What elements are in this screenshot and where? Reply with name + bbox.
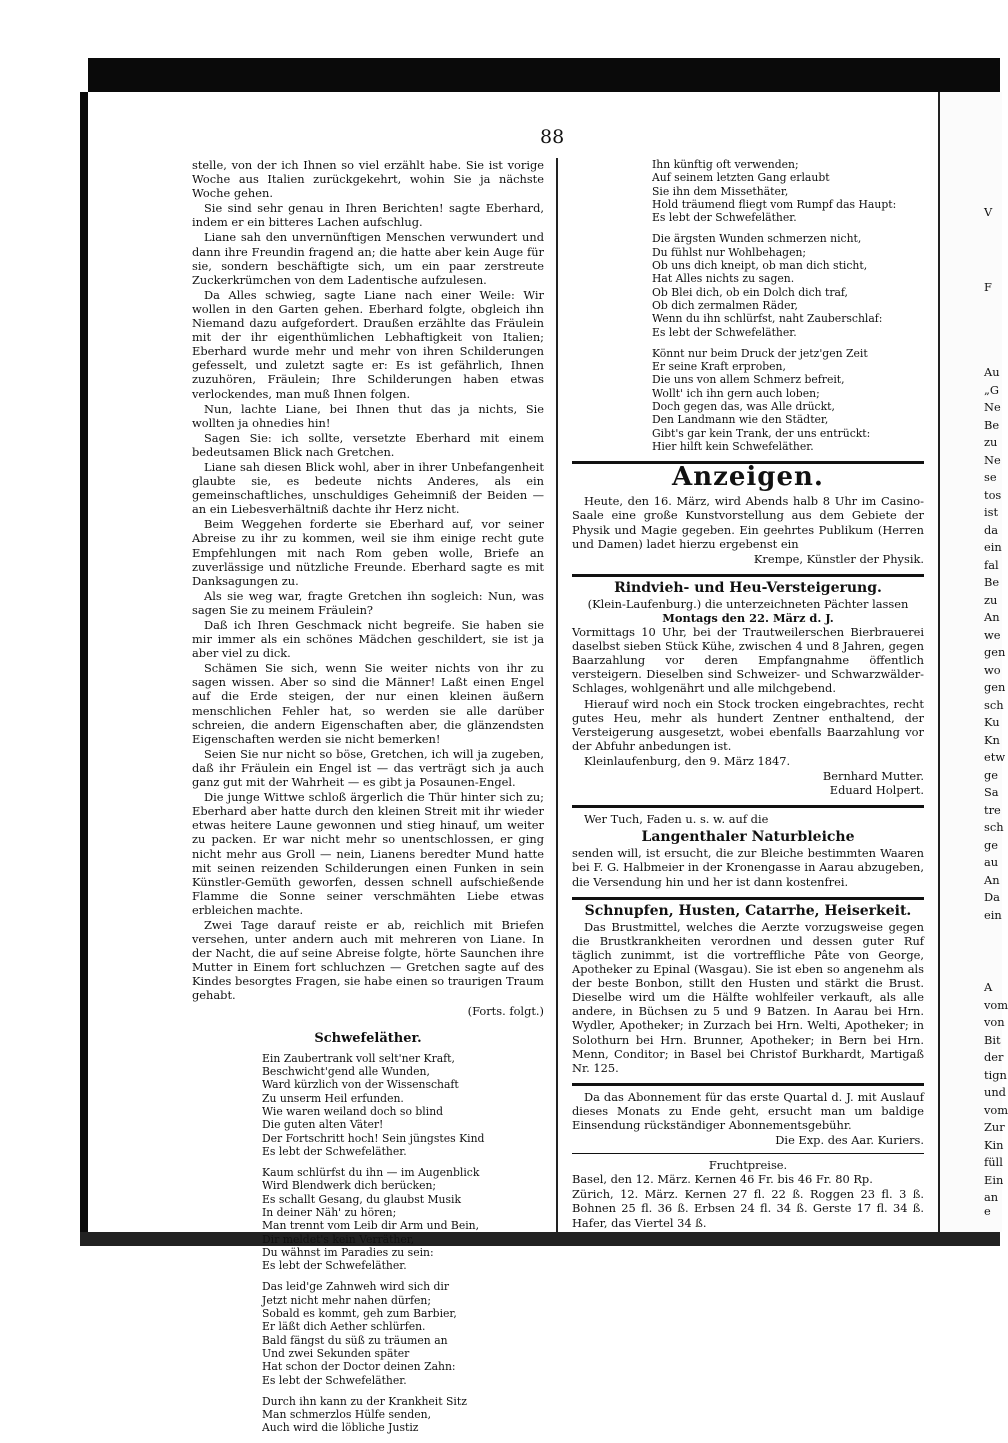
poem-line: Es schallt Gesang, du glaubst Musik <box>262 1192 462 1206</box>
poem-line: Das leid'ge Zahnweh wird sich dir <box>262 1280 449 1294</box>
poem-line: Wie waren weiland doch so blind <box>262 1104 444 1118</box>
poem-line: Ward kürzlich von der Wissenschaft <box>262 1078 459 1092</box>
poem-line: Ob uns dich kneipt, ob man dich sticht, <box>652 259 868 273</box>
story-paragraph: Sagen Sie: ich sollte, versetzte Eberhard mit einem bedeutsamen Blick nach Gretchen. <box>192 430 544 459</box>
poem-continuation <box>572 158 924 453</box>
story-paragraph: Liane sah den unvernünftigen Menschen verwundert und dann ihre Freundin fragend an; die hatte aber kein Auge für sie, sondern beschäftigte sich, um ein paar zerstreute Zuckerkrümchen von dem Ladentische aufzulesen. <box>192 230 544 287</box>
poem-line: Der Fortschritt hoch! Sein jüngstes Kind <box>262 1131 485 1145</box>
edge-fragment: ein <box>984 907 1002 922</box>
story-paragraph: Die junge Wittwe schloß ärgerlich die Thür hinter sich zu; Eberhard aber hatte durch den kleinen Streit mit ihr wieder etwas heitere Laune gewonnen und stieg hinauf, um weiter zu packen. Er war nicht mehr so unentschlossen, er ging nicht mehr aus Groll — nein, Lianens beredter Mund hatte mit seinen reizenden Schilderungen einen Funken in sein Künstler-Gemüth geworfen, dessen schnell aufschießende Flamme die Sonne seiner verschmähten Liebe etwas erbleichen machte. <box>192 790 544 917</box>
edge-fragment: Da <box>984 890 1000 904</box>
poem-line: Es lebt der Schwefeläther. <box>262 1144 407 1158</box>
poem-line: Hat schon der Doctor deinen Zahn: <box>262 1360 456 1374</box>
edge-fragment: Kn <box>984 732 1000 747</box>
poem-line: In deiner Näh' zu hören; <box>262 1205 397 1219</box>
poem-line: Man trennt vom Leib dir Arm und Bein, <box>262 1219 480 1233</box>
edge-fragment: fal <box>984 557 999 572</box>
left-column <box>192 158 544 1443</box>
edge-fragment: sch <box>984 820 1004 834</box>
edge-fragment: Ne <box>984 452 1001 467</box>
right-column <box>572 158 924 1231</box>
poem-line: Es lebt der Schwefeläther. <box>652 211 797 225</box>
edge-fragment: Sa <box>984 785 999 799</box>
poem-line: Sobald es kommt, geh zum Barbier, <box>262 1307 457 1321</box>
poem-line: Hat Alles nichts zu sagen. <box>652 272 795 286</box>
column-divider <box>556 158 558 1238</box>
scan-dark-edge <box>88 58 1000 92</box>
poem-stanza <box>262 1280 544 1386</box>
poem-line: Du wähnst im Paradies zu sein: <box>262 1245 434 1259</box>
story-paragraph: Beim Weggehen forderte sie Eberhard auf, vor seiner Abreise zu ihr zu kommen, weil sie ihm einige recht gute Empfehlungen mit nach Rom geben wolle, Briefe an zuverlässige und nützliche Freunde. Eberhard sagte es mit Danksagungen zu. <box>192 517 544 588</box>
poem-line: Auf seinem letzten Gang erlaubt <box>652 171 830 185</box>
poem-line: Die uns von allem Schmerz befreit, <box>652 373 845 387</box>
poem-stanza <box>652 158 924 224</box>
edge-fragment: F <box>984 280 992 294</box>
ad-rule <box>572 897 924 900</box>
poem-line: Hier hilft kein Schwefeläther. <box>652 439 814 453</box>
ad-performance: Heute, den 16. März, wird Abends halb 8 Uhr im Casino-Saale eine große Kunstvorstellung aus dem Gebiete der Physik und Magie gegeben. Ein geehrtes Publikum (Herren und Damen) ladet hierzu ergebenst ein <box>572 494 924 551</box>
edge-fragment: sch <box>984 697 1004 712</box>
ad-auction-text: Vormittags 10 Uhr, bei der Trautweilerschen Bierbrauerei daselbst sieben Stück Kühe, zwischen 4 und 8 Jahren, gegen Baarzahlung vor deren Empfangnahme öffentlich versteigern. Dieselben sind Schweizer- und Schwarzwälder-Schlages, wohlgenährt und alle milchgebend. <box>572 625 924 696</box>
edge-fragment: tre <box>984 802 1001 817</box>
story-paragraph: Da Alles schwieg, sagte Liane nach einer Weile: Wir wollen in den Garten gehen. Eberhard folgte, obgleich ihn Niemand dazu aufgefordert. Draußen erzählte das Fräulein mit der ihr eigenthümlichen Lebhaftigkeit von Italien; Eberhard wurde mehr und mehr von ihren Schilderungen gefesselt, und zuletzt sagte er: Es ist gefährlich, Ihnen zuzuhören, Fräulein; Ihre Schilderungen haben etwas verlockendes, man muß Ihnen folgen. <box>192 287 544 401</box>
edge-fragment: etw <box>984 750 1006 764</box>
story-paragraph: Nun, lachte Liane, bei Ihnen thut das ja nichts, Sie wollten ja ohnedies hin! <box>192 401 544 430</box>
poem-line: Du fühlst nur Wohlbehagen; <box>652 245 807 259</box>
poem-line: Wollt' ich ihn gern auch loben; <box>652 386 820 400</box>
poem-line: Es lebt der Schwefeläther. <box>262 1373 407 1387</box>
price-line: Zürich, 12. März. Kernen 27 fl. 22 ß. Roggen 23 fl. 3 ß. Bohnen 25 fl. 36 ß. Erbsen 24 fl. 34 ß. Gerste 17 fl. 34 ß. Hafer, das Viertel 34 ß. <box>572 1187 924 1230</box>
edge-fragment: Au <box>984 365 1000 379</box>
ad-performance-signature: Krempe, Künstler der Physik. <box>753 551 924 566</box>
poem-stanza <box>652 232 924 338</box>
edge-fragment: V <box>984 205 993 219</box>
edge-fragment: wo <box>984 662 1001 677</box>
poem-line: Dir meldet's kein Verräther, <box>262 1232 415 1246</box>
poem-line: Kaum schlürfst du ihn — im Augenblick <box>262 1166 480 1180</box>
poem-line: Es lebt der Schwefeläther. <box>652 325 797 339</box>
poem-title: Schwefeläther. <box>314 1030 422 1046</box>
ad-auction-subtitle: (Klein-Laufenburg.) die unterzeichneten Pächter lassen <box>587 596 909 611</box>
edge-fragment: zu <box>984 435 998 449</box>
poem-line: Zu unserm Heil erfunden. <box>262 1091 404 1105</box>
story-text <box>192 158 544 1003</box>
page-number: 88 <box>540 126 565 148</box>
edge-fragment: zu <box>984 592 998 607</box>
ad-auction-date: Montags den 22. März d. J. <box>662 610 834 625</box>
edge-fragment: ist <box>984 505 999 519</box>
ad-auction-signature-1: Bernhard Mutter. <box>822 769 924 784</box>
ad-bleach-title: Langenthaler Naturbleiche <box>641 829 855 846</box>
poem-stanza <box>262 1052 544 1158</box>
ad-cough-title: Schnupfen, Husten, Catarrhe, Heiserkeit. <box>584 902 912 919</box>
edge-fragment: gen <box>984 680 1006 694</box>
edge-fragment: we <box>984 627 1001 642</box>
poem-line: Durch ihn kann zu der Krankheit Sitz <box>262 1394 467 1408</box>
edge-fragment: Ne <box>984 400 1001 414</box>
ad-rule <box>572 574 924 577</box>
story-paragraph: Seien Sie nur nicht so böse, Gretchen, ich will ja zugeben, daß ihr Fräulein ein Engel ist — das verträgt sich ja auch ganz gut mit der Wahrheit — es gibt ja Posaunen-Engel. <box>192 746 544 790</box>
ad-auction-title: Rindvieh- und Heu-Versteigerung. <box>614 579 882 596</box>
edge-fragment: An <box>984 872 1000 887</box>
poem-line: Die ärgsten Wunden schmerzen nicht, <box>652 232 862 246</box>
story-paragraph: Sie sind sehr genau in Ihren Berichten! sagte Eberhard, indem er ein bitteres Lachen aufschlug. <box>192 201 544 230</box>
edge-fragment: der <box>984 1050 1004 1064</box>
edge-fragment: tos <box>984 487 1002 502</box>
story-paragraph: Zwei Tage darauf reiste er ab, reichlich mit Briefen versehen, unter andern auch mit mehreren von Liane. In der Nacht, die auf seine Abreise folgte, hörte Saunchen ihre Mutter in Einem fort schluchzen — Gretchen sagte auf des Kindes besorgtes Fragen, sie habe einen so traurigen Traum gehabt. <box>192 917 544 1003</box>
poem-line: Jetzt nicht mehr nahen dürfen; <box>262 1293 431 1307</box>
edge-fragment: ein <box>984 540 1002 554</box>
poem-line: Ob dich zermalmen Räder, <box>652 298 798 312</box>
edge-fragment: au <box>984 855 999 869</box>
ads-heading: Anzeigen. <box>672 462 824 493</box>
poem-stanza <box>262 1395 544 1435</box>
poem-line: Man schmerzlos Hülfe senden, <box>262 1408 432 1422</box>
ad-subscription-text: Da das Abonnement für das erste Quartal d. J. mit Auslauf dieses Monats zu Ende geht, ersucht man um baldige Einsendung rückständiger Abonnementsgebühr. <box>572 1089 924 1132</box>
prices-title: Fruchtpreise. <box>708 1158 788 1173</box>
ad-bleach-text: senden will, ist ersucht, die zur Bleiche bestimmten Waaren bei F. G. Halbmeier in der Kronengasse in Aarau abzugeben, die Versendung hin und her ist dann kostenfrei. <box>572 846 924 889</box>
edge-fragment: „G <box>984 382 1000 397</box>
ad-rule <box>572 1083 924 1086</box>
edge-fragment: A <box>984 980 993 994</box>
story-paragraph: Schämen Sie sich, wenn Sie weiter nichts von ihr zu sagen wissen. Aber so sind die Männer! Laßt einen Engel auf die Erde steigen, der nur einen kleinen äußern menschlichen Fehler hat, so werden sie alle darüber schreien, die andern Eigenschaften aber, die glänzendsten Eigenschaften werden sie nicht bemerken! <box>192 661 544 746</box>
poem-line: Hold träumend fliegt vom Rumpf das Haupt: <box>652 197 897 211</box>
poem-line: Könnt nur beim Druck der jetz'gen Zeit <box>652 346 868 360</box>
poem-line: Wird Blendwerk dich berücken; <box>262 1179 437 1193</box>
poem-line: Ob Blei dich, ob ein Dolch dich traf, <box>652 285 848 299</box>
poem-line: Ihn künftig oft verwenden; <box>652 158 799 171</box>
edge-fragment: Be <box>984 417 1000 432</box>
edge-fragment: Zur <box>984 1120 1005 1134</box>
ad-auction-signature-2: Eduard Holpert. <box>829 783 924 798</box>
story-paragraph: Daß ich Ihren Geschmack nicht begreife. Sie haben sie mir immer als ein schönes Mädchen geschildert, sie ist ja aber viel zu dick. <box>192 618 544 661</box>
edge-fragment: Bit <box>984 1032 1001 1047</box>
edge-fragment: An <box>984 610 1000 624</box>
ad-subscription-signature: Die Exp. des Aar. Kuriers. <box>775 1133 924 1148</box>
edge-fragment: ge <box>984 767 999 782</box>
continuation-note: (Forts. folgt.) <box>467 1003 544 1018</box>
edge-fragment: da <box>984 522 999 537</box>
poem-line: Und zwei Sekunden später <box>262 1346 410 1360</box>
ad-cough-text: Das Brustmittel, welches die Aerzte vorzugsweise gegen die Brustkrankheiten verordnen und dessen guter Ruf täglich zunimmt, ist die vortreffliche Pâte von George, Apotheker zu Epinal (Wasgau). Sie ist eben so angenehm als der beste Bonbon, stillt den Husten und stärkt die Brust. Dieselbe wird um die Hälfte wohlfeiler verkauft, als alle andere, in Büchsen zu 5 und 9 Batzen. In Aarau bei Hrn. Wydler, Apotheker; in Zurzach bei Hrn. Welti, Apotheker; in Solothurn bei Hrn. Brunner, Apotheker; in Bern bei Hrn. Menn, Conditor; in Basel bei Christof Burkhardt, Martigaß Nr. 125. <box>572 919 924 1075</box>
edge-fragment: von <box>984 1015 1005 1029</box>
edge-fragment: Be <box>984 575 1000 589</box>
ad-bleach-lead: Wer Tuch, Faden u. s. w. auf die <box>584 812 769 827</box>
edge-fragment: an e <box>984 1190 999 1219</box>
ad-auction-place: Kleinlaufenburg, den 9. März 1847. <box>584 753 791 768</box>
ad-auction-text-2: Hierauf wird noch ein Stock trocken eingebrachtes, recht gutes Heu, mehr als hundert Zentner enthaltend, der Versteigerung ausgesetzt, wobei ebenfalls Baarzahlung vor der Abfuhr anbedungen ist. <box>572 696 924 753</box>
edge-fragment: vom <box>984 1102 1008 1117</box>
edge-fragment: füll <box>984 1155 1003 1169</box>
edge-fragment: tign <box>984 1067 1007 1082</box>
edge-fragment: se <box>984 470 997 484</box>
edge-fragment: und <box>984 1085 1006 1099</box>
poem-line: Ein Zaubertrank voll selt'ner Kraft, <box>262 1051 455 1065</box>
story-paragraph: Liane sah diesen Blick wohl, aber in ihrer Unbefangenheit glaubte sie, es bedeute nichts Anderes, als ein gemeinschaftliches, unschuldiges Geheimniß der Beiden — an ein Liebesverhältniß dachte ihr Herz nicht. <box>192 459 544 517</box>
poem-line: Bald fängst du süß zu träumen an <box>262 1333 448 1347</box>
poem-line: Den Landmann wie den Städter, <box>652 413 829 427</box>
poem-line: Gibt's gar kein Trank, der uns entrückt: <box>652 426 871 440</box>
story-paragraph: Als sie weg war, fragte Gretchen ihn sogleich: Nun, was sagen Sie zu meinem Fräulein? <box>192 588 544 617</box>
prices-list <box>572 1172 924 1229</box>
prices-rule <box>572 1153 924 1154</box>
poem <box>192 1052 544 1435</box>
ad-rule <box>572 805 924 808</box>
scan-left-edge <box>80 92 88 1232</box>
poem-line: Auch wird die löbliche Justiz <box>262 1421 419 1435</box>
scan-top-margin <box>0 0 1000 52</box>
poem-stanza <box>262 1166 544 1272</box>
poem-line: Er seine Kraft erproben, <box>652 360 786 374</box>
poem-line: Die guten alten Väter! <box>262 1118 384 1132</box>
edge-fragment: Ku <box>984 715 1000 729</box>
scan-left-margin <box>0 52 88 1322</box>
edge-fragment: vom <box>984 997 1008 1012</box>
edge-fragment: Ein <box>984 1172 1004 1187</box>
price-line: Basel, den 12. März. Kernen 46 Fr. bis 46 Fr. 80 Rp. <box>572 1172 873 1187</box>
poem-line: Es lebt der Schwefeläther. <box>262 1259 407 1273</box>
edge-fragment: Kin <box>984 1137 1004 1152</box>
edge-fragment: gen <box>984 645 1006 659</box>
poem-line: Sie ihn dem Missethäter, <box>652 184 789 198</box>
poem-stanza <box>652 347 924 453</box>
poem-line: Er läßt dich Aether schlürfen. <box>262 1320 426 1334</box>
story-paragraph: stelle, von der ich Ihnen so viel erzählt habe. Sie ist vorige Woche aus Italien zurückgekehrt, wohin Sie ja nächste Woche gehen. <box>192 158 544 201</box>
poem-line: Beschwicht'gend alle Wunden, <box>262 1065 430 1079</box>
edge-fragment: ge <box>984 837 999 852</box>
poem-line: Wenn du ihn schlürfst, naht Zauberschlaf: <box>652 312 883 326</box>
poem-line: Doch gegen das, was Alle drückt, <box>652 400 835 414</box>
